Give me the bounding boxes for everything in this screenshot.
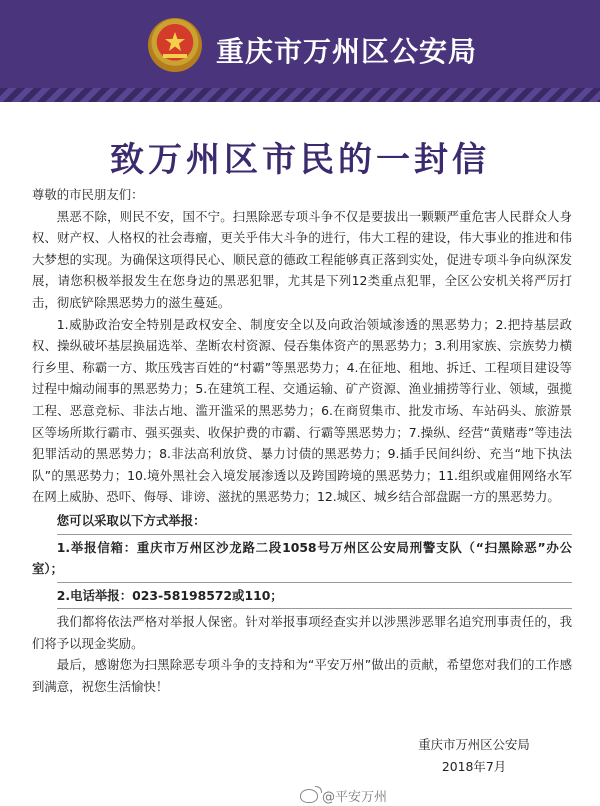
intro-paragraph: 黑恶不除，则民不安，国不宁。扫黑除恶专项斗争不仅是要拔出一颗颗严重危害人民群众人身权、财产权、人格权的社会毒瘤，更关乎伟大斗争的进行，伟大工程的建设，伟大事业的推进和伟大梦想的实现。为确保这项得民心、顺民意的德政工程能够真正落到实处，促进专项斗争向纵深发展，请您积极举报发生在您身边的黑恶犯罪，尤其是下列12类重点犯罪，全区公安机关将严厉打击，彻底铲除黑恶势力的滋生蔓延。 <box>32 208 572 310</box>
weibo-icon <box>300 789 318 803</box>
divider <box>57 534 572 535</box>
salutation: 尊敬的市民朋友们： <box>32 187 144 202</box>
crime-list-paragraph: 1.威胁政治安全特别是政权安全、制度安全以及向政治领域渗透的黑恶势力；2.把持基层政权、操纵破坏基层换届选举、垄断农村资源、侵吞集体资产的黑恶势力；3.利用家族、宗族势力横行乡里、称霸一方、欺压残害百姓的“村霸”等黑恶势力；4.在征地、租地、拆迁、工程项目建设等过程中煽动闹事的黑恶势力；5.在建筑工程、交通运输、矿产资源、渔业捕捞等行业、领域，强揽工程、恶意竞标、非法占地、滥开滥采的黑恶势力；6.在商贸集市、批发市场、车站码头、旅游景区等场所欺行霸市、强买强卖、收保护费的市霸、行霸等黑恶势力；7.操纵、经营“黄赌毒”等违法犯罪活动的黑恶势力；8.非法高利放贷、暴力讨债的黑恶势力；9.插手民间纠纷、充当“地下执法队”的黑恶势力；10.境外黑社会入境发展渗透以及跨国跨境的黑恶势力；11.组织或雇佣网络水军在网上威胁、恐吓、侮辱、诽谤、滋扰的黑恶势力；12.城区、城乡结合部盘踞一方的黑恶势力。 <box>32 316 572 505</box>
watermark <box>300 786 387 805</box>
divider <box>57 608 572 609</box>
report-ways-title: 您可以采取以下方式举报： <box>56 512 206 528</box>
watermark-text: @平安万州 <box>322 790 388 805</box>
letter-date: 2018年7月 <box>441 758 507 774</box>
police-emblem-icon <box>148 18 202 72</box>
confidentiality-paragraph: 我们都将依法严格对举报人保密。针对举报事项经查实并以涉黑涉恶罪名追究刑事责任的，我们将予以现金奖励。 <box>32 614 572 651</box>
report-mailbox-item: 1.举报信箱：重庆市万州区沙龙路二段1058号万州区公安局刑警支队（“扫黑除恶”办公室）； <box>32 539 572 577</box>
thanks-paragraph: 最后，感谢您为扫黑除恶专项斗争的支持和为“平安万州”做出的贡献，希望您对我们的工作感到满意，祝您生活愉快！ <box>32 657 572 695</box>
divider <box>57 582 572 583</box>
header-stripe <box>0 88 600 102</box>
signature: 重庆市万州区公安局 <box>418 737 530 752</box>
letter-body <box>32 184 572 698</box>
header-title: 重庆市万州区公安局 <box>216 35 478 68</box>
report-phone-item: 2.电话举报：023-58198572或110； <box>56 587 283 603</box>
header-banner <box>0 0 600 102</box>
letter-title: 致万州区市民的一封信 <box>110 140 490 180</box>
signature-block <box>394 734 554 777</box>
